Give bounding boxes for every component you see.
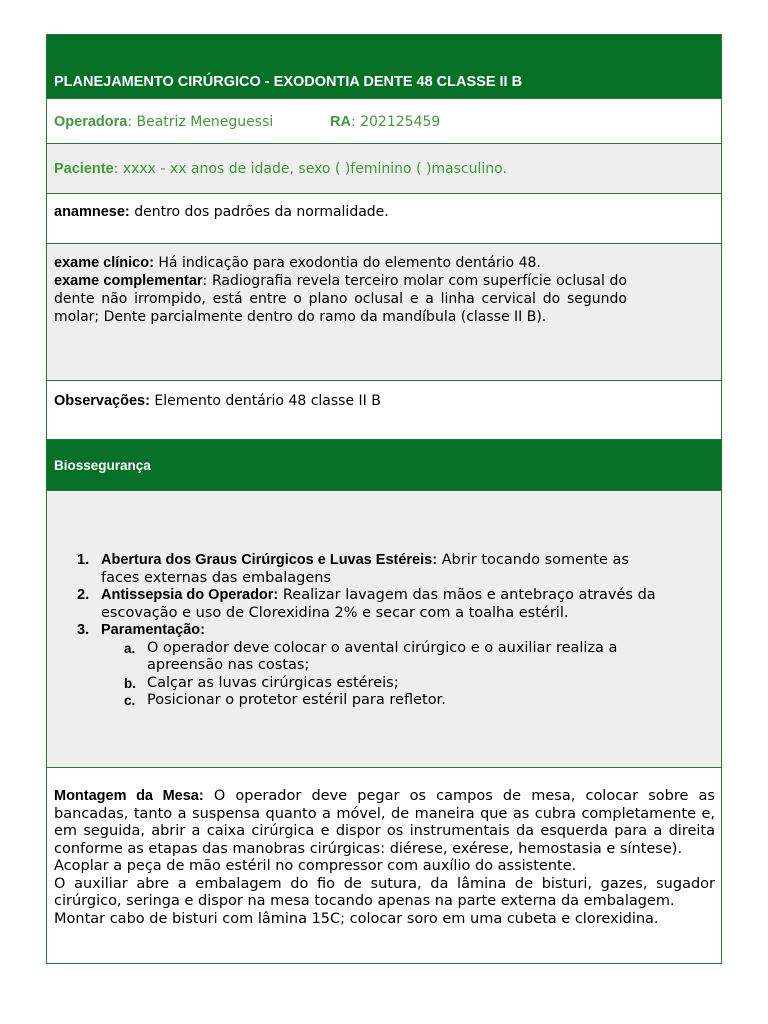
- document-title: PLANEJAMENTO CIRÚRGICO - EXODONTIA DENTE 48 CLASSE II B: [54, 74, 523, 90]
- exame-clinico-label: exame clínico:: [54, 255, 154, 271]
- sublist-item: [47, 675, 667, 693]
- observacoes-label: Observações:: [54, 393, 150, 409]
- item-text: Abrir tocando somente as faces externas das embalagens: [101, 552, 629, 586]
- exame-complementar-label: exame complementar: [54, 273, 203, 289]
- paciente-label: Paciente: [54, 161, 114, 177]
- paciente-line: [54, 161, 507, 177]
- item-text: Realizar lavagem das mãos e antebraço através da escovação e uso de Clorexidina 2% e secar com a toalha estéril.: [101, 587, 656, 621]
- paciente-row: [46, 144, 722, 194]
- exame-block: [54, 254, 627, 326]
- item-number: 2.: [77, 587, 90, 603]
- list-item: [47, 587, 667, 622]
- list-item: [47, 552, 667, 587]
- montagem-paragraph-2: Acoplar a peça de mão estéril no compressor com auxílio do assistente.: [54, 858, 577, 874]
- ra-line: [330, 114, 440, 130]
- montagem-text-1: O operador deve pegar os campos de mesa, colocar sobre as bancadas, tanto a suspensa quanto a móvel, de maneira que as cubra completamente e, em seguida, abrir a caixa cirúrgica e dispor os instrumentais da esquerda para a direita conforme as etapas das manobras cirúrgicas: diérese, exérese, hemostasia e síntese).: [54, 788, 715, 857]
- anamnese-label: anamnese:: [54, 204, 130, 220]
- montagem-paragraph-3: O auxiliar abre a embalagem do fio de sutura, da lâmina de bisturi, gazes, sugador cirúrgico, seringa e dispor na mesa tocando apenas na parte externa da embalagem.: [54, 875, 715, 909]
- ra-label: RA: [330, 114, 351, 130]
- item-label: Antissepsia do Operador:: [101, 587, 279, 603]
- sub-text: O operador deve colocar o avental cirúrgico e o auxiliar realiza a apreensão nas costas;: [147, 639, 618, 673]
- montagem-paragraph-1: [54, 788, 715, 858]
- sublist-item: [47, 692, 667, 710]
- montagem-label: Montagem da Mesa:: [54, 788, 204, 804]
- sub-letter: b.: [124, 675, 136, 691]
- exame-clinico-value: Há indicação para exodontia do elemento dentário 48.: [153, 255, 541, 271]
- anamnese-value: dentro dos padrões da normalidade.: [129, 204, 389, 220]
- item-label: Abertura dos Graus Cirúrgicos e Luvas Estéreis:: [101, 552, 438, 568]
- sub-text: Posicionar o protetor estéril para refletor.: [147, 692, 446, 708]
- operadora-line: [54, 114, 273, 130]
- item-label: Paramentação:: [101, 622, 205, 638]
- item-number: 3.: [77, 622, 90, 638]
- exame-clinico-line: [54, 254, 627, 272]
- sublist-item: [47, 640, 667, 675]
- observacoes-value: Elemento dentário 48 classe II B: [149, 393, 381, 409]
- sub-letter: c.: [124, 693, 136, 708]
- montagem-row: [46, 768, 722, 964]
- operadora-value: : Beatriz Meneguessi: [127, 114, 274, 130]
- biosseguranca-list-row: [46, 491, 722, 768]
- observacoes-row: [46, 381, 722, 440]
- anamnese-row: [46, 194, 722, 244]
- biosseguranca-header-row: [46, 440, 722, 491]
- anamnese-line: [54, 203, 389, 221]
- sub-letter: a.: [124, 640, 136, 656]
- montagem-block: [54, 788, 715, 928]
- list-item: [47, 622, 667, 710]
- sub-text: Calçar as luvas cirúrgicas estéreis;: [147, 674, 399, 691]
- biosseguranca-title: Biossegurança: [54, 458, 151, 473]
- paciente-value: : xxxx - xx anos de idade, sexo ( )feminino ( )masculino.: [113, 161, 507, 177]
- operadora-row: [46, 99, 722, 144]
- observacoes-line: [54, 392, 381, 410]
- header-row: [46, 34, 722, 99]
- paramentacao-sublist: [101, 640, 667, 710]
- biosseguranca-list: [47, 552, 667, 710]
- exame-complementar-paragraph: [54, 272, 627, 326]
- operadora-label: Operadora: [54, 114, 128, 130]
- item-number: 1.: [77, 552, 90, 568]
- montagem-paragraph-4: Montar cabo de bisturi com lâmina 15C; colocar soro em uma cubeta e clorexidina.: [54, 910, 659, 927]
- surgical-plan-document: [46, 34, 722, 964]
- ra-value: : 202125459: [350, 114, 441, 130]
- exame-complementar-value: : Radiografia revela terceiro molar com superfície oclusal do dente não irrompido, está entre o plano oclusal e a linha cervical do segundo molar; Dente parcialmente dentro do ramo da mandíbula (classe II B).: [54, 273, 628, 325]
- exame-row: [46, 244, 722, 381]
